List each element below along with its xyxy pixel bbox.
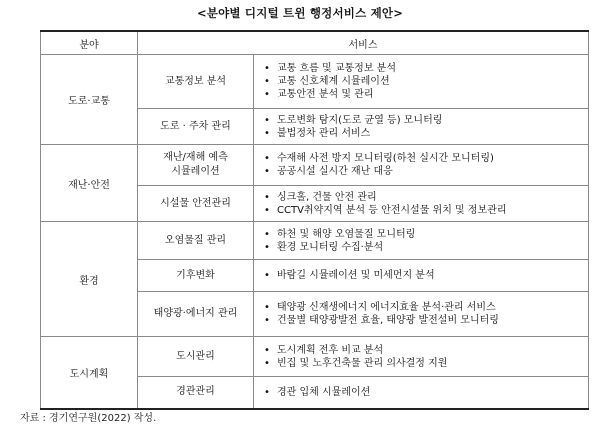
service-item: • 수재해 사전 방지 모니터링(하천 실시간 모니터링) (262, 152, 582, 165)
service-list (254, 292, 589, 337)
subcategory-name: 도로 · 주차 관리 (138, 109, 254, 145)
service-item: • 빈집 및 노후건축물 관리 의사결정 지원 (262, 357, 582, 370)
header-row (41, 31, 589, 55)
source-note: 자료 : 경기연구원(2022) 작성. (20, 413, 157, 424)
service-item: • 교통 흐름 및 교통정보 분석 (262, 62, 582, 75)
service-list (254, 109, 589, 145)
table-row (41, 55, 589, 109)
service-list (254, 55, 589, 109)
service-item: • 도시계획 전후 비교 분석 (262, 344, 582, 357)
service-item: • 싱크홀, 건물 안전 관리 (262, 191, 582, 204)
table-row (41, 145, 589, 186)
service-item: • 도로변화 탐지(도로 균열 등) 모니터링 (262, 114, 582, 127)
services-table (40, 30, 589, 410)
subcategory-name: 오염물질 관리 (138, 222, 254, 260)
header-service: 서비스 (138, 31, 589, 55)
category-road: 도로·교통 (41, 55, 138, 145)
subcategory-name: 도시관리 (138, 337, 254, 377)
service-item: • 교통안전 분석 및 관리 (262, 88, 582, 101)
table-row (41, 222, 589, 260)
service-list (254, 377, 589, 409)
service-list (254, 222, 589, 260)
subcategory-line: 재난/재해 예측 (163, 152, 228, 163)
subcategory-name: 교통정보 분석 (138, 55, 254, 109)
subcategory-name: 시설물 안전관리 (138, 186, 254, 222)
table-title: <분야별 디지털 트윈 행정서비스 제안> (196, 6, 404, 20)
header-field: 분야 (41, 31, 138, 55)
service-item: • 태양광 신재생에너지 에너지효율 분석·관리 서비스 (262, 301, 582, 314)
table-row (41, 337, 589, 377)
subcategory-name: 경관관리 (138, 377, 254, 409)
service-list (254, 260, 589, 292)
category-environment: 환경 (41, 222, 138, 337)
subcategory-name: 기후변화 (138, 260, 254, 292)
service-item: • 공공시설 실시간 재난 대응 (262, 165, 582, 178)
subcategory-name: 태양광·에너지 관리 (138, 292, 254, 337)
category-urban-planning: 도시계획 (41, 337, 138, 409)
service-list (254, 337, 589, 377)
service-item: • 하천 및 해양 오염물질 모니터링 (262, 228, 582, 241)
subcategory-name (138, 145, 254, 186)
subcategory-line: 시뮬레이션 (171, 166, 220, 177)
service-item: • 바람길 시뮬레이션 및 미세먼지 분석 (262, 269, 582, 282)
service-item: • 건물별 태양광발전 효율, 태양광 발전설비 모니터링 (262, 314, 582, 327)
service-item: • 교통 신호체계 시뮬레이션 (262, 75, 582, 88)
service-item: • CCTV취약지역 분석 등 안전시설물 위치 및 정보관리 (262, 204, 582, 217)
category-disaster: 재난·안전 (41, 145, 138, 222)
service-item: • 불법정차 관리 서비스 (262, 127, 582, 140)
service-list (254, 186, 589, 222)
service-item: • 환경 모니터링 수집·분석 (262, 241, 582, 254)
service-item: • 경관 입체 시뮬레이션 (262, 386, 582, 399)
service-list (254, 145, 589, 186)
